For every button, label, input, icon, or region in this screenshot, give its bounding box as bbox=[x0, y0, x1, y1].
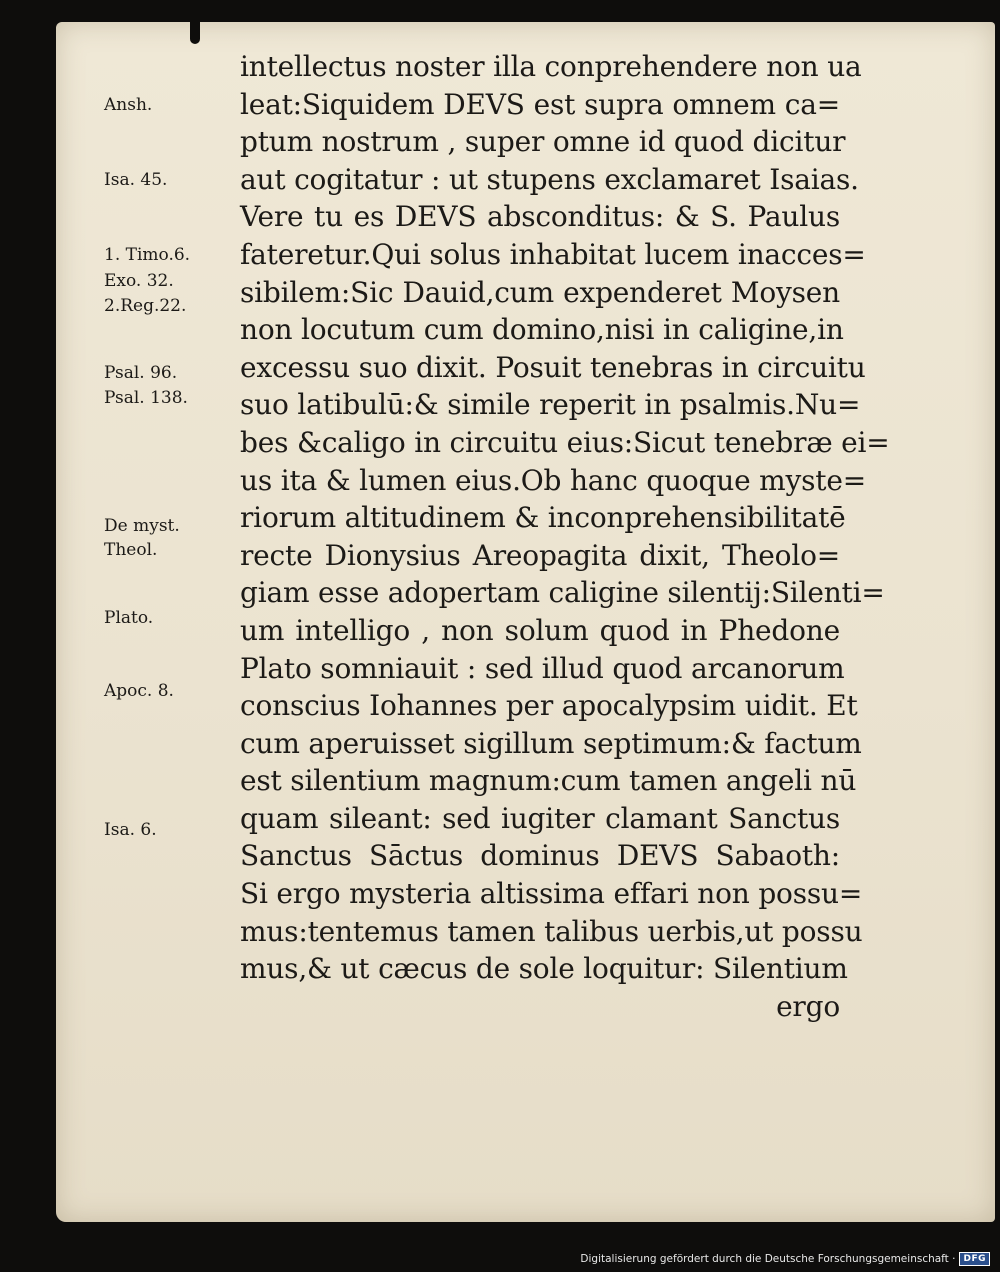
text-line: suo latibulū:& simile reperit in psalmis.Nu= bbox=[240, 388, 861, 422]
margin-citation: Psal. 96. bbox=[104, 363, 178, 384]
text-line: Vere tu es DEVS absconditus: & S. Paulus bbox=[240, 200, 840, 234]
margin-citation: Ansh. bbox=[104, 94, 153, 115]
dfg-logo-icon: DFG bbox=[959, 1252, 990, 1266]
text-line: non locutum cum domino,nisi in caligine,in bbox=[240, 313, 844, 347]
text-line: aut cogitatur : ut stupens exclamaret Isaias. bbox=[240, 162, 859, 196]
main-text-block bbox=[240, 48, 890, 1025]
text-line: leat:Siquidem DEVS est supra omnem ca= bbox=[240, 87, 840, 121]
text-line: mus:tentemus tamen talibus uerbis,ut possu bbox=[240, 914, 863, 948]
margin-citation: Psal. 138. bbox=[104, 387, 188, 408]
text-line: conscius Iohannes per apocalypsim uidit. Et bbox=[240, 689, 858, 723]
text-line: Sanctus Sāctus dominus DEVS Sabaoth: bbox=[240, 839, 840, 873]
text-line: intellectus noster illa conprehendere non ua bbox=[240, 50, 862, 83]
text-line: fateretur.Qui solus inhabitat lucem inacces= bbox=[240, 237, 866, 271]
margin-citation: Exo. 32. bbox=[104, 270, 174, 291]
page-notch bbox=[190, 22, 200, 44]
text-line: bes &caligo in circuitu eius:Sicut tenebræ ei= bbox=[240, 425, 890, 459]
text-line: riorum altitudinem & inconprehensibilitatē bbox=[240, 501, 846, 535]
text-line: us ita & lumen eius.Ob hanc quoque myste= bbox=[240, 463, 866, 497]
margin-citation: 1. Timo.6. bbox=[104, 245, 191, 265]
margin-citation: Plato. bbox=[104, 607, 154, 628]
text-line: Si ergo mysteria altissima effari non possu= bbox=[240, 877, 863, 911]
margin-citation: Apoc. 8. bbox=[104, 681, 174, 702]
text-line: est silentium magnum:cum tamen angeli nū bbox=[240, 764, 857, 798]
margin-citation: Isa. 6. bbox=[104, 820, 157, 841]
text-line: Plato somniauit : sed illud quod arcanorum bbox=[240, 651, 845, 685]
credit-text: Digitalisierung gefördert durch die Deutsche Forschungsgemeinschaft · bbox=[580, 1253, 956, 1265]
margin-citation: Isa. 45. bbox=[104, 169, 168, 190]
margin-citation: 2.Reg.22. bbox=[104, 296, 187, 317]
text-line: ergo bbox=[776, 989, 840, 1023]
text-line: cum aperuisset sigillum septimum:& factum bbox=[240, 726, 862, 760]
text-line: quam sileant: sed iugiter clamant Sanctus bbox=[240, 801, 840, 835]
margin-citation: Theol. bbox=[104, 540, 158, 561]
text-line: giam esse adopertam caligine silentij:Silenti= bbox=[240, 576, 885, 610]
text-line: mus,& ut cæcus de sole loquitur: Silentium bbox=[240, 952, 848, 986]
text-line: um intelligo , non solum quod in Phedone bbox=[240, 613, 840, 647]
text-line: sibilem:Sic Dauid,cum expenderet Moysen bbox=[240, 275, 840, 309]
text-line: ptum nostrum , super omne id quod dicitur bbox=[240, 125, 846, 159]
text-line: recte Dionysius Areopagita dixit, Theolo= bbox=[240, 538, 840, 572]
text-line: excessu suo dixit. Posuit tenebras in circuitu bbox=[240, 350, 866, 384]
margin-citation: De myst. bbox=[104, 515, 180, 536]
digitization-credit bbox=[580, 1252, 990, 1266]
